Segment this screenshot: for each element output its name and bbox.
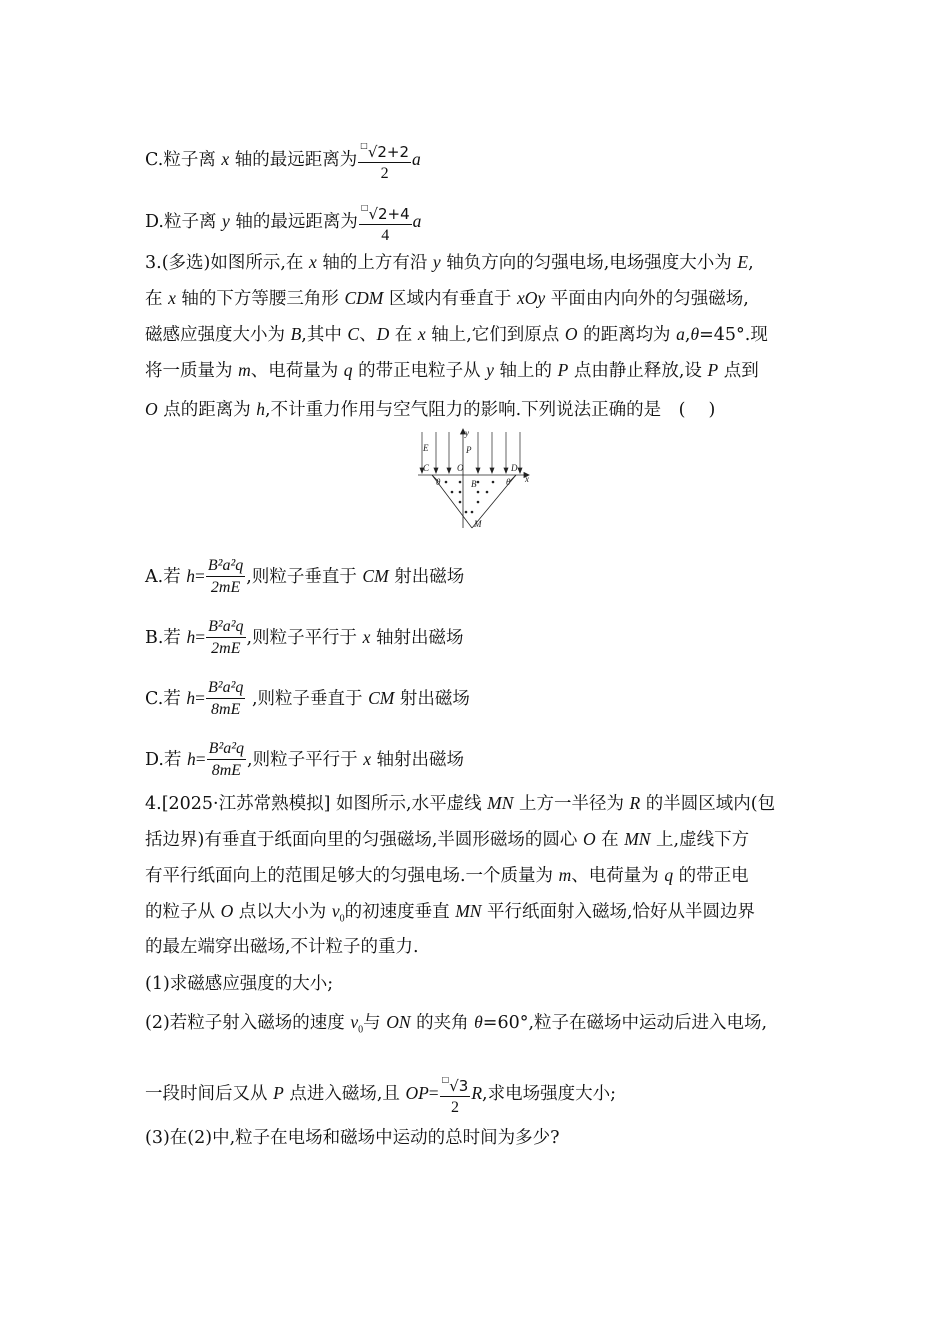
label-C: C [423, 463, 430, 473]
label-E: E [423, 443, 429, 453]
var: C [347, 324, 360, 344]
text: 点到 [718, 361, 759, 381]
var: a [412, 149, 421, 169]
q3-stem-line-3 [145, 322, 768, 347]
var: O [220, 901, 234, 921]
text: 轴射出磁场 [370, 628, 464, 648]
q4-part-3 [145, 1126, 560, 1150]
text: 射出磁场 [388, 567, 465, 587]
text: (2)若粒子射入磁场的速度 [145, 1013, 351, 1033]
var: x [308, 252, 317, 272]
box-glyph: □ [360, 141, 368, 150]
numerator: √2+4 [368, 205, 410, 223]
equals: = [195, 749, 206, 769]
denominator: 2mE [210, 579, 241, 596]
text: C.粒子离 [145, 150, 222, 170]
label-O: O [457, 463, 464, 473]
text: 的粒子从 [145, 902, 221, 922]
denominator: 8mE [211, 762, 242, 779]
denominator: 4 [381, 227, 390, 244]
var: x [168, 288, 176, 308]
text: , [748, 253, 754, 273]
var: E [737, 252, 749, 272]
text: 与 [363, 1013, 387, 1033]
text: 平行纸面射入磁场,恰好从半圆边界 [481, 902, 756, 922]
var: v [350, 1012, 359, 1032]
numerator: B²a²q [207, 739, 246, 760]
var: CM [362, 566, 389, 586]
numerator: √2+2 [367, 143, 410, 161]
var: θ [690, 324, 700, 344]
var: m [238, 360, 251, 380]
magnetic-field-dots [445, 481, 495, 514]
numerator: √3 [449, 1077, 469, 1095]
q2-option-d [145, 198, 421, 247]
text: 点由静止释放,设 [568, 361, 708, 381]
text: ,则粒子垂直于 [246, 567, 363, 587]
text: 括边界)有垂直于纸面向里的匀强磁场,半圆形磁场的圆心 [145, 830, 583, 850]
option-letter: C.若 [145, 689, 187, 709]
var: O [145, 399, 158, 419]
text: 平面由内向外的匀强磁场, [545, 289, 749, 309]
numerator: B²a²q [206, 617, 245, 638]
text: 点进入磁场,且 [283, 1084, 406, 1104]
q3-option-d [145, 739, 464, 782]
text: 轴负方向的匀强电场,电场强度大小为 [440, 253, 738, 273]
var: P [557, 360, 569, 380]
text: 的初速度垂直 [344, 902, 456, 922]
text: 磁感应强度大小为 [145, 325, 291, 345]
q3-option-a [145, 556, 464, 599]
text: 射出磁场 [394, 689, 470, 709]
numerator: B²a²q [206, 556, 245, 577]
q4-part-1 [145, 972, 333, 996]
numerator: B²a²q [206, 678, 245, 699]
var: P [707, 360, 719, 380]
var: R [629, 793, 641, 813]
text: 的距离均为 [577, 325, 677, 345]
text: 、 [359, 325, 377, 345]
text: 的带正电粒子从 [352, 361, 487, 381]
var: ON [386, 1012, 411, 1032]
fraction [206, 678, 245, 721]
fraction [206, 556, 245, 599]
q3-option-c [145, 678, 470, 721]
text: ,则粒子平行于 [247, 750, 364, 770]
text: 区域内有垂直于 [383, 289, 517, 309]
var: B [290, 324, 302, 344]
option-letter: D.若 [145, 750, 188, 770]
fraction [359, 198, 412, 247]
text: 在 [389, 325, 418, 345]
text: 点以大小为 [233, 902, 332, 922]
text: 的最左端穿出磁场,不计粒子的重力. [145, 937, 419, 957]
text: ,则粒子垂直于 [246, 689, 369, 709]
text: (1)求磁感应强度的大小; [145, 974, 334, 994]
var: q [664, 865, 674, 885]
q3-option-b [145, 617, 463, 660]
denominator: 2 [451, 1099, 459, 1116]
q4-stem-line-4 [145, 899, 755, 932]
q3-figure [416, 428, 536, 530]
text: 轴的下方等腰三角形 [175, 289, 345, 309]
var: y [222, 211, 230, 231]
text: 在 [595, 830, 625, 850]
var: P [273, 1083, 284, 1103]
label-M: M [474, 519, 482, 529]
text: ,不计重力作用与空气阻力的影响.下列说法正确的是 ( ) [265, 400, 716, 420]
var: MN [487, 793, 514, 813]
text: ,其中 [301, 325, 348, 345]
box-glyph: □ [441, 1075, 450, 1084]
label-P: P [466, 445, 472, 455]
var: h [186, 566, 196, 586]
label-B: B [471, 479, 477, 489]
text: 、电荷量为 [250, 361, 344, 381]
var: D [376, 324, 390, 344]
text: 的带正电 [673, 866, 749, 886]
var: v [331, 901, 340, 921]
text: D.粒子离 [145, 212, 223, 232]
denominator: 2mE [211, 640, 241, 657]
text: 在 [145, 289, 169, 309]
var: O [582, 829, 596, 849]
text: 轴的最远距离为 [229, 150, 358, 170]
text: 上,虚线下方 [650, 830, 750, 850]
text: 的夹角 [410, 1013, 475, 1033]
text: 一段时间后又从 [145, 1084, 274, 1104]
var: h [186, 688, 196, 708]
q4-stem-line-3 [145, 863, 749, 888]
fraction [440, 1070, 471, 1119]
q4-stem-line-1 [145, 791, 775, 816]
var: MN [624, 829, 651, 849]
text: 轴的最远距离为 [229, 212, 358, 232]
text: 4.[2025·江苏常熟模拟] 如图所示,水平虚线 [145, 794, 488, 814]
text: 的半圆区域内(包 [640, 794, 776, 814]
var: OP [405, 1083, 429, 1103]
text: (3)在(2)中,粒子在电场和磁场中运动的总时间为多少? [145, 1128, 560, 1148]
var: q [343, 360, 353, 380]
option-letter: A.若 [145, 567, 187, 587]
label-theta-left: θ [436, 477, 441, 487]
var: x [417, 324, 426, 344]
label-D: D [511, 463, 518, 473]
var: O [564, 324, 578, 344]
text: 轴射出磁场 [370, 750, 465, 770]
q2-option-c [145, 136, 421, 185]
var: y [486, 360, 494, 380]
var: x [362, 627, 371, 647]
subscript: 0 [358, 1024, 364, 1036]
equals: = [195, 566, 205, 586]
text: , [684, 325, 691, 345]
q3-stem-line-4 [145, 358, 759, 383]
q3-stem-line-2 [145, 286, 749, 311]
text: 轴的上方有沿 [316, 253, 433, 273]
fraction [358, 136, 411, 185]
fraction [207, 739, 246, 782]
label-x: x [525, 474, 529, 484]
label-y: y [465, 428, 469, 438]
var: x [221, 149, 230, 169]
denominator: 8mE [211, 701, 241, 718]
var: θ [474, 1012, 483, 1032]
text: =45°.现 [699, 325, 768, 345]
var: h [186, 627, 196, 647]
q4-stem-line-5 [145, 935, 419, 959]
var: a [676, 324, 685, 344]
var: a [412, 211, 422, 231]
q4-stem-line-2 [145, 827, 749, 852]
label-theta-right: θ [506, 477, 511, 487]
denominator: 2 [380, 165, 389, 182]
subscript: 0 [339, 913, 345, 925]
q4-part-2-cont [145, 1070, 616, 1119]
text: 轴上的 [493, 361, 558, 381]
var: x [363, 749, 371, 769]
fraction [206, 617, 245, 660]
equals: = [195, 627, 206, 647]
text: 上方一半径为 [513, 794, 630, 814]
var: MN [455, 901, 482, 921]
text: 、电荷量为 [571, 866, 665, 886]
option-letter: B.若 [145, 628, 187, 648]
equals: = [195, 688, 206, 708]
text: ,求电场强度大小; [482, 1084, 617, 1104]
text: ,则粒子平行于 [246, 628, 363, 648]
equals: = [428, 1083, 439, 1103]
var: y [432, 252, 441, 272]
right-corner-edge [510, 475, 516, 481]
text: 将一质量为 [145, 361, 239, 381]
var: m [558, 865, 572, 885]
text: 有平行纸面向上的范围足够大的匀强电场.一个质量为 [145, 866, 559, 886]
text: =60°,粒子在磁场中运动后进入电场, [482, 1013, 768, 1033]
q4-part-2 [145, 1010, 767, 1043]
var: xOy [517, 288, 546, 308]
var: CM [368, 688, 395, 708]
var: h [187, 749, 196, 769]
text: 点的距离为 [157, 400, 257, 420]
var: h [256, 399, 266, 419]
q3-stem-line-1 [145, 250, 754, 275]
text: 3.(多选)如图所示,在 [145, 253, 309, 273]
text: 轴上,它们到原点 [425, 325, 565, 345]
var: CDM [344, 288, 384, 308]
q3-stem-line-5 [145, 397, 715, 422]
box-glyph: □ [360, 203, 369, 212]
var: R [471, 1083, 483, 1103]
